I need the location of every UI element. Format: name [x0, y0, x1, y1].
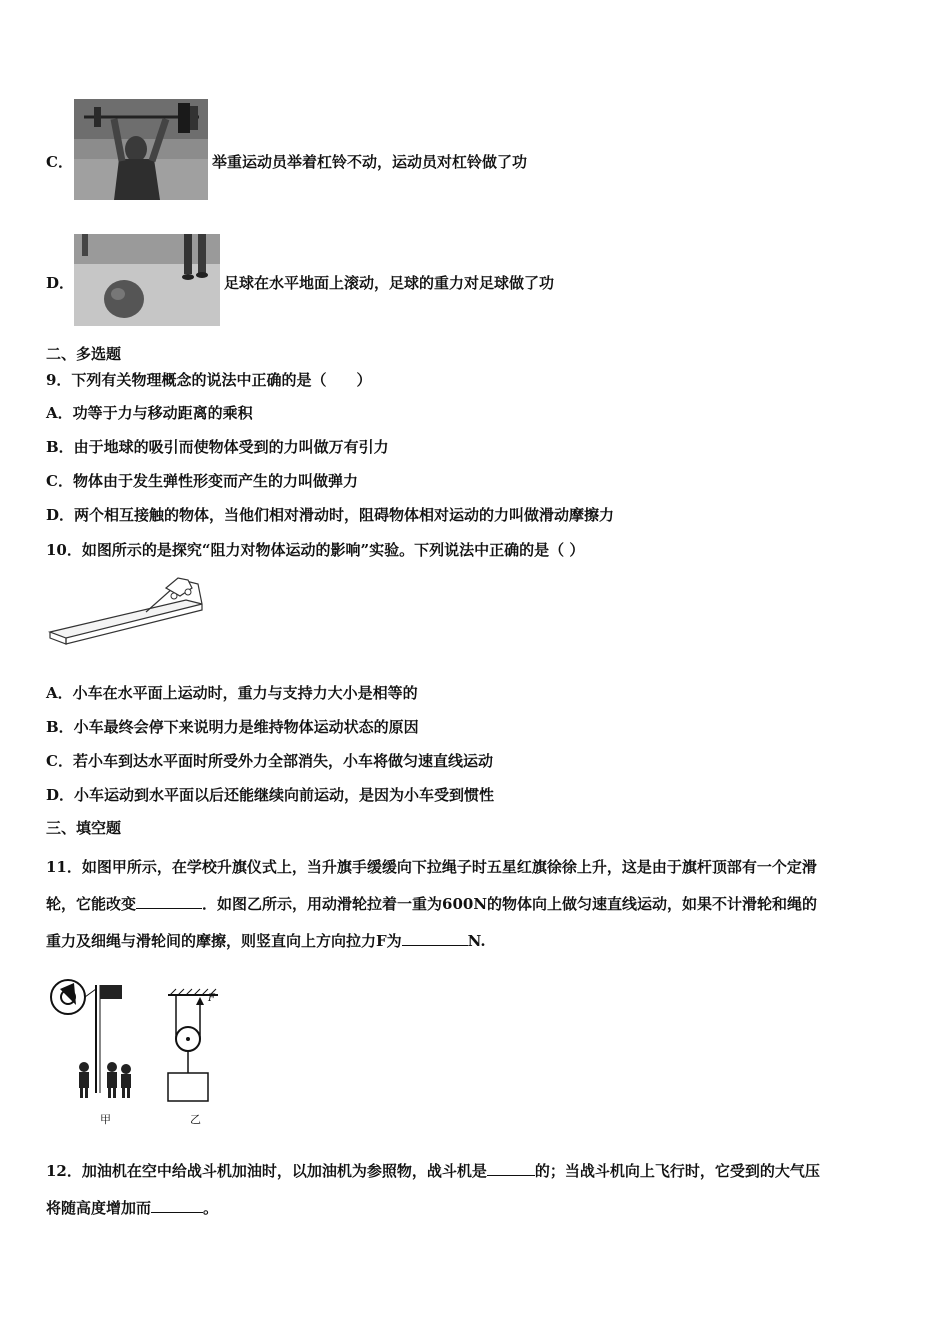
q10-stem: 10．如图所示的是探究“阻力对物体运动的影响”实验。下列说法中正确的是（ ） [46, 541, 585, 559]
option-label: D． [46, 274, 75, 292]
ramp-cart-diagram [46, 574, 208, 646]
answer-blank[interactable] [151, 1198, 203, 1213]
q8-option-c [46, 152, 73, 172]
q12-line1-part1: 12．加油机在空中给战斗机加油时，以加油机为参照物，战斗机是 [46, 1162, 487, 1180]
q12-line2-part1: 将随高度增加而 [46, 1199, 152, 1217]
q11-line2-part1: 轮，它能改变 [46, 895, 137, 913]
q11-line2 [46, 894, 817, 914]
q10-option-a: A．小车在水平面上运动时，重力与支持力大小是相等的 [46, 684, 418, 702]
weightlifter-photo [74, 99, 208, 200]
option-label: C． [46, 153, 73, 171]
soccer-ball-photo [74, 234, 220, 326]
answer-blank[interactable] [402, 931, 468, 946]
q11-line2-part2: ．如图乙所示，用动滑轮拉着一重为600N的物体向上做匀速直线运动，如果不计滑轮和绳的 [202, 895, 818, 913]
figure-label-jia: 甲 [100, 1113, 111, 1126]
q11-line3-part1: 重力及细绳与滑轮间的摩擦，则竖直向上方向拉力F为 [46, 932, 402, 950]
q8-option-d-text: 足球在水平地面上滚动，足球的重力对足球做了功 [224, 274, 555, 292]
q12-line1 [46, 1161, 820, 1181]
flagpole-pulley-diagram [46, 975, 236, 1133]
q9-option-b: B．由于地球的吸引而使物体受到的力叫做万有引力 [46, 438, 389, 456]
q9-option-a: A．功等于力与移动距离的乘积 [46, 404, 253, 422]
q10-option-d: D．小车运动到水平面以后还能继续向前运动，是因为小车受到惯性 [46, 786, 495, 804]
figure-label-yi: 乙 [190, 1113, 201, 1126]
q12-line2-part2: 。 [203, 1199, 219, 1217]
q8-option-c-text: 举重运动员举着杠铃不动，运动员对杠铃做了功 [212, 153, 528, 171]
q10-option-c: C．若小车到达水平面时所受外力全部消失，小车将做匀速直线运动 [46, 752, 493, 770]
answer-blank[interactable] [136, 894, 202, 909]
answer-blank[interactable] [487, 1161, 535, 1176]
q12-line1-part2: 的；当战斗机向上飞行时，它受到的大气压 [534, 1162, 820, 1180]
q9-stem: 9．下列有关物理概念的说法中正确的是（ ） [46, 371, 372, 389]
q11-line3 [46, 931, 486, 951]
section-title-multi-choice: 二、多选题 [46, 345, 122, 363]
q9-option-d: D．两个相互接触的物体，当他们相对滑动时，阻碍物体相对运动的力叫做滑动摩擦力 [46, 506, 615, 524]
force-label-F: F [208, 993, 215, 1004]
q11-line3-part2: N. [467, 932, 486, 950]
q8-option-d [46, 273, 74, 293]
q9-option-c: C．物体由于发生弹性形变而产生的力叫做弹力 [46, 472, 358, 490]
section-title-fill-in: 三、填空题 [46, 819, 122, 837]
q11-line1: 11．如图甲所示，在学校升旗仪式上，当升旗手缓缓向下拉绳子时五星红旗徐徐上升，这是由于旗杆顶部有一个定滑 [46, 858, 817, 876]
q10-option-b: B．小车最终会停下来说明力是维持物体运动状态的原因 [46, 718, 419, 736]
q12-line2 [46, 1198, 218, 1218]
